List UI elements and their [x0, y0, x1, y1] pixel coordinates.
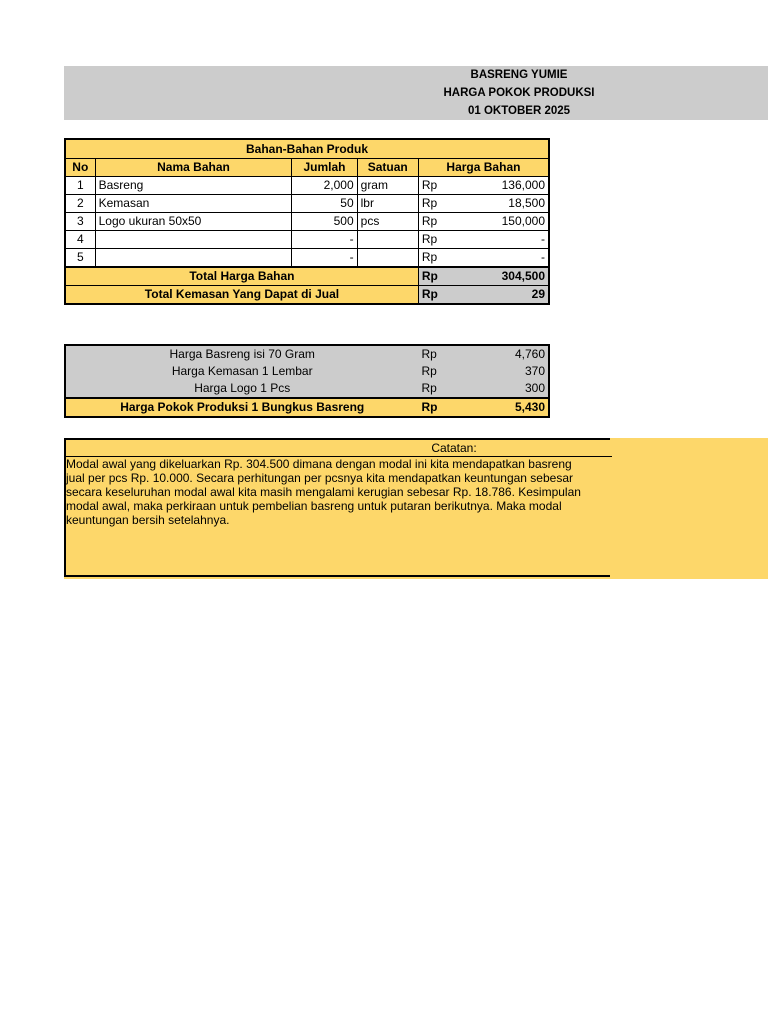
row-harga: 150,000	[442, 213, 549, 231]
row-jumlah: 500	[292, 213, 357, 231]
row-no: 3	[65, 213, 95, 231]
row-nama	[95, 249, 292, 268]
summary-row	[65, 345, 549, 363]
hpp-final-label: Harga Pokok Produksi 1 Bungkus Basreng	[65, 398, 418, 417]
total-harga-currency: Rp	[418, 267, 442, 286]
summary-value: 4,760	[514, 347, 545, 361]
report-header	[64, 66, 768, 120]
row-currency: Rp	[418, 249, 442, 268]
notes-line: modal awal, maka perkiraan untuk pembelian basreng untuk putaran berikutnya. Maka modal	[66, 499, 562, 513]
notes-line: jual per pcs Rp. 10.000. Secara perhitungan per pcsnya kita mendapatkan keuntungan sebesar	[66, 471, 573, 485]
row-nama: Kemasan	[95, 195, 292, 213]
row-no: 5	[65, 249, 95, 268]
summary-value: 370	[524, 364, 545, 378]
row-jumlah: -	[292, 231, 357, 249]
table-row	[65, 231, 549, 249]
row-satuan	[357, 249, 418, 268]
row-satuan: pcs	[357, 213, 418, 231]
notes-box	[64, 438, 768, 579]
summary-currency: Rp	[421, 347, 437, 361]
column-header-harga-bahan: Harga Bahan	[418, 159, 549, 177]
total-kemasan-value: 29	[442, 286, 549, 305]
row-jumlah: 2,000	[292, 177, 357, 195]
summary-label: Harga Kemasan 1 Lembar	[171, 364, 313, 378]
table-row	[65, 249, 549, 268]
bahan-table-title: Bahan-Bahan Produk	[65, 139, 549, 159]
row-harga: 18,500	[442, 195, 549, 213]
row-harga: -	[442, 231, 549, 249]
row-satuan: gram	[357, 177, 418, 195]
row-currency: Rp	[418, 213, 442, 231]
notes-line: keuntungan bersih setelahnya.	[66, 513, 230, 527]
row-satuan	[357, 231, 418, 249]
bahan-table-header	[65, 159, 549, 177]
hpp-final-currency: Rp	[418, 398, 448, 417]
notes-line: secara keseluruhan modal awal kita masih mengalami kerugian sebesar Rp. 18.786. Kesimpulan	[66, 485, 581, 499]
row-no: 4	[65, 231, 95, 249]
total-kemasan-label: Total Kemasan Yang Dapat di Jual	[65, 286, 418, 305]
row-no: 1	[65, 177, 95, 195]
column-header-nama-bahan: Nama Bahan	[95, 159, 292, 177]
row-satuan: lbr	[357, 195, 418, 213]
summary-currency: Rp	[421, 364, 437, 378]
summary-row	[65, 380, 549, 398]
company-name: BASRENG YUMIE	[470, 69, 568, 81]
summary-label: Harga Logo 1 Pcs	[194, 381, 291, 395]
report-title: HARGA POKOK PRODUKSI	[443, 87, 595, 99]
row-nama: Logo ukuran 50x50	[95, 213, 292, 231]
column-header-satuan: Satuan	[357, 159, 418, 177]
row-jumlah: -	[292, 249, 357, 268]
table-row	[65, 213, 549, 231]
row-jumlah: 50	[292, 195, 357, 213]
table-row	[65, 177, 549, 195]
total-kemasan-row	[65, 286, 549, 305]
row-harga: 136,000	[442, 177, 549, 195]
notes-text	[66, 457, 610, 527]
row-harga: -	[442, 249, 549, 268]
total-harga-label: Total Harga Bahan	[65, 267, 418, 286]
row-nama	[95, 231, 292, 249]
summary-value: 300	[524, 381, 545, 395]
summary-label: Harga Basreng isi 70 Gram	[169, 347, 315, 361]
report-date: 01 OKTOBER 2025	[467, 105, 571, 117]
summary-currency: Rp	[421, 381, 437, 395]
row-currency: Rp	[418, 177, 442, 195]
bahan-table	[64, 138, 550, 305]
column-header-no: No	[65, 159, 95, 177]
total-harga-row	[65, 267, 549, 286]
summary-table	[64, 344, 550, 418]
notes-label: Catatan:	[431, 441, 477, 455]
total-kemasan-currency: Rp	[418, 286, 442, 305]
row-currency: Rp	[418, 195, 442, 213]
hpp-final-row	[65, 398, 549, 417]
table-row	[65, 195, 549, 213]
row-currency: Rp	[418, 231, 442, 249]
total-harga-value: 304,500	[442, 267, 549, 286]
summary-row	[65, 363, 549, 380]
notes-line: Modal awal yang dikeluarkan Rp. 304.500 dimana dengan modal ini kita mendapatkan basreng	[66, 457, 572, 471]
column-header-jumlah: Jumlah	[292, 159, 357, 177]
row-nama: Basreng	[95, 177, 292, 195]
row-no: 2	[65, 195, 95, 213]
hpp-final-value: 5,430	[449, 398, 549, 417]
